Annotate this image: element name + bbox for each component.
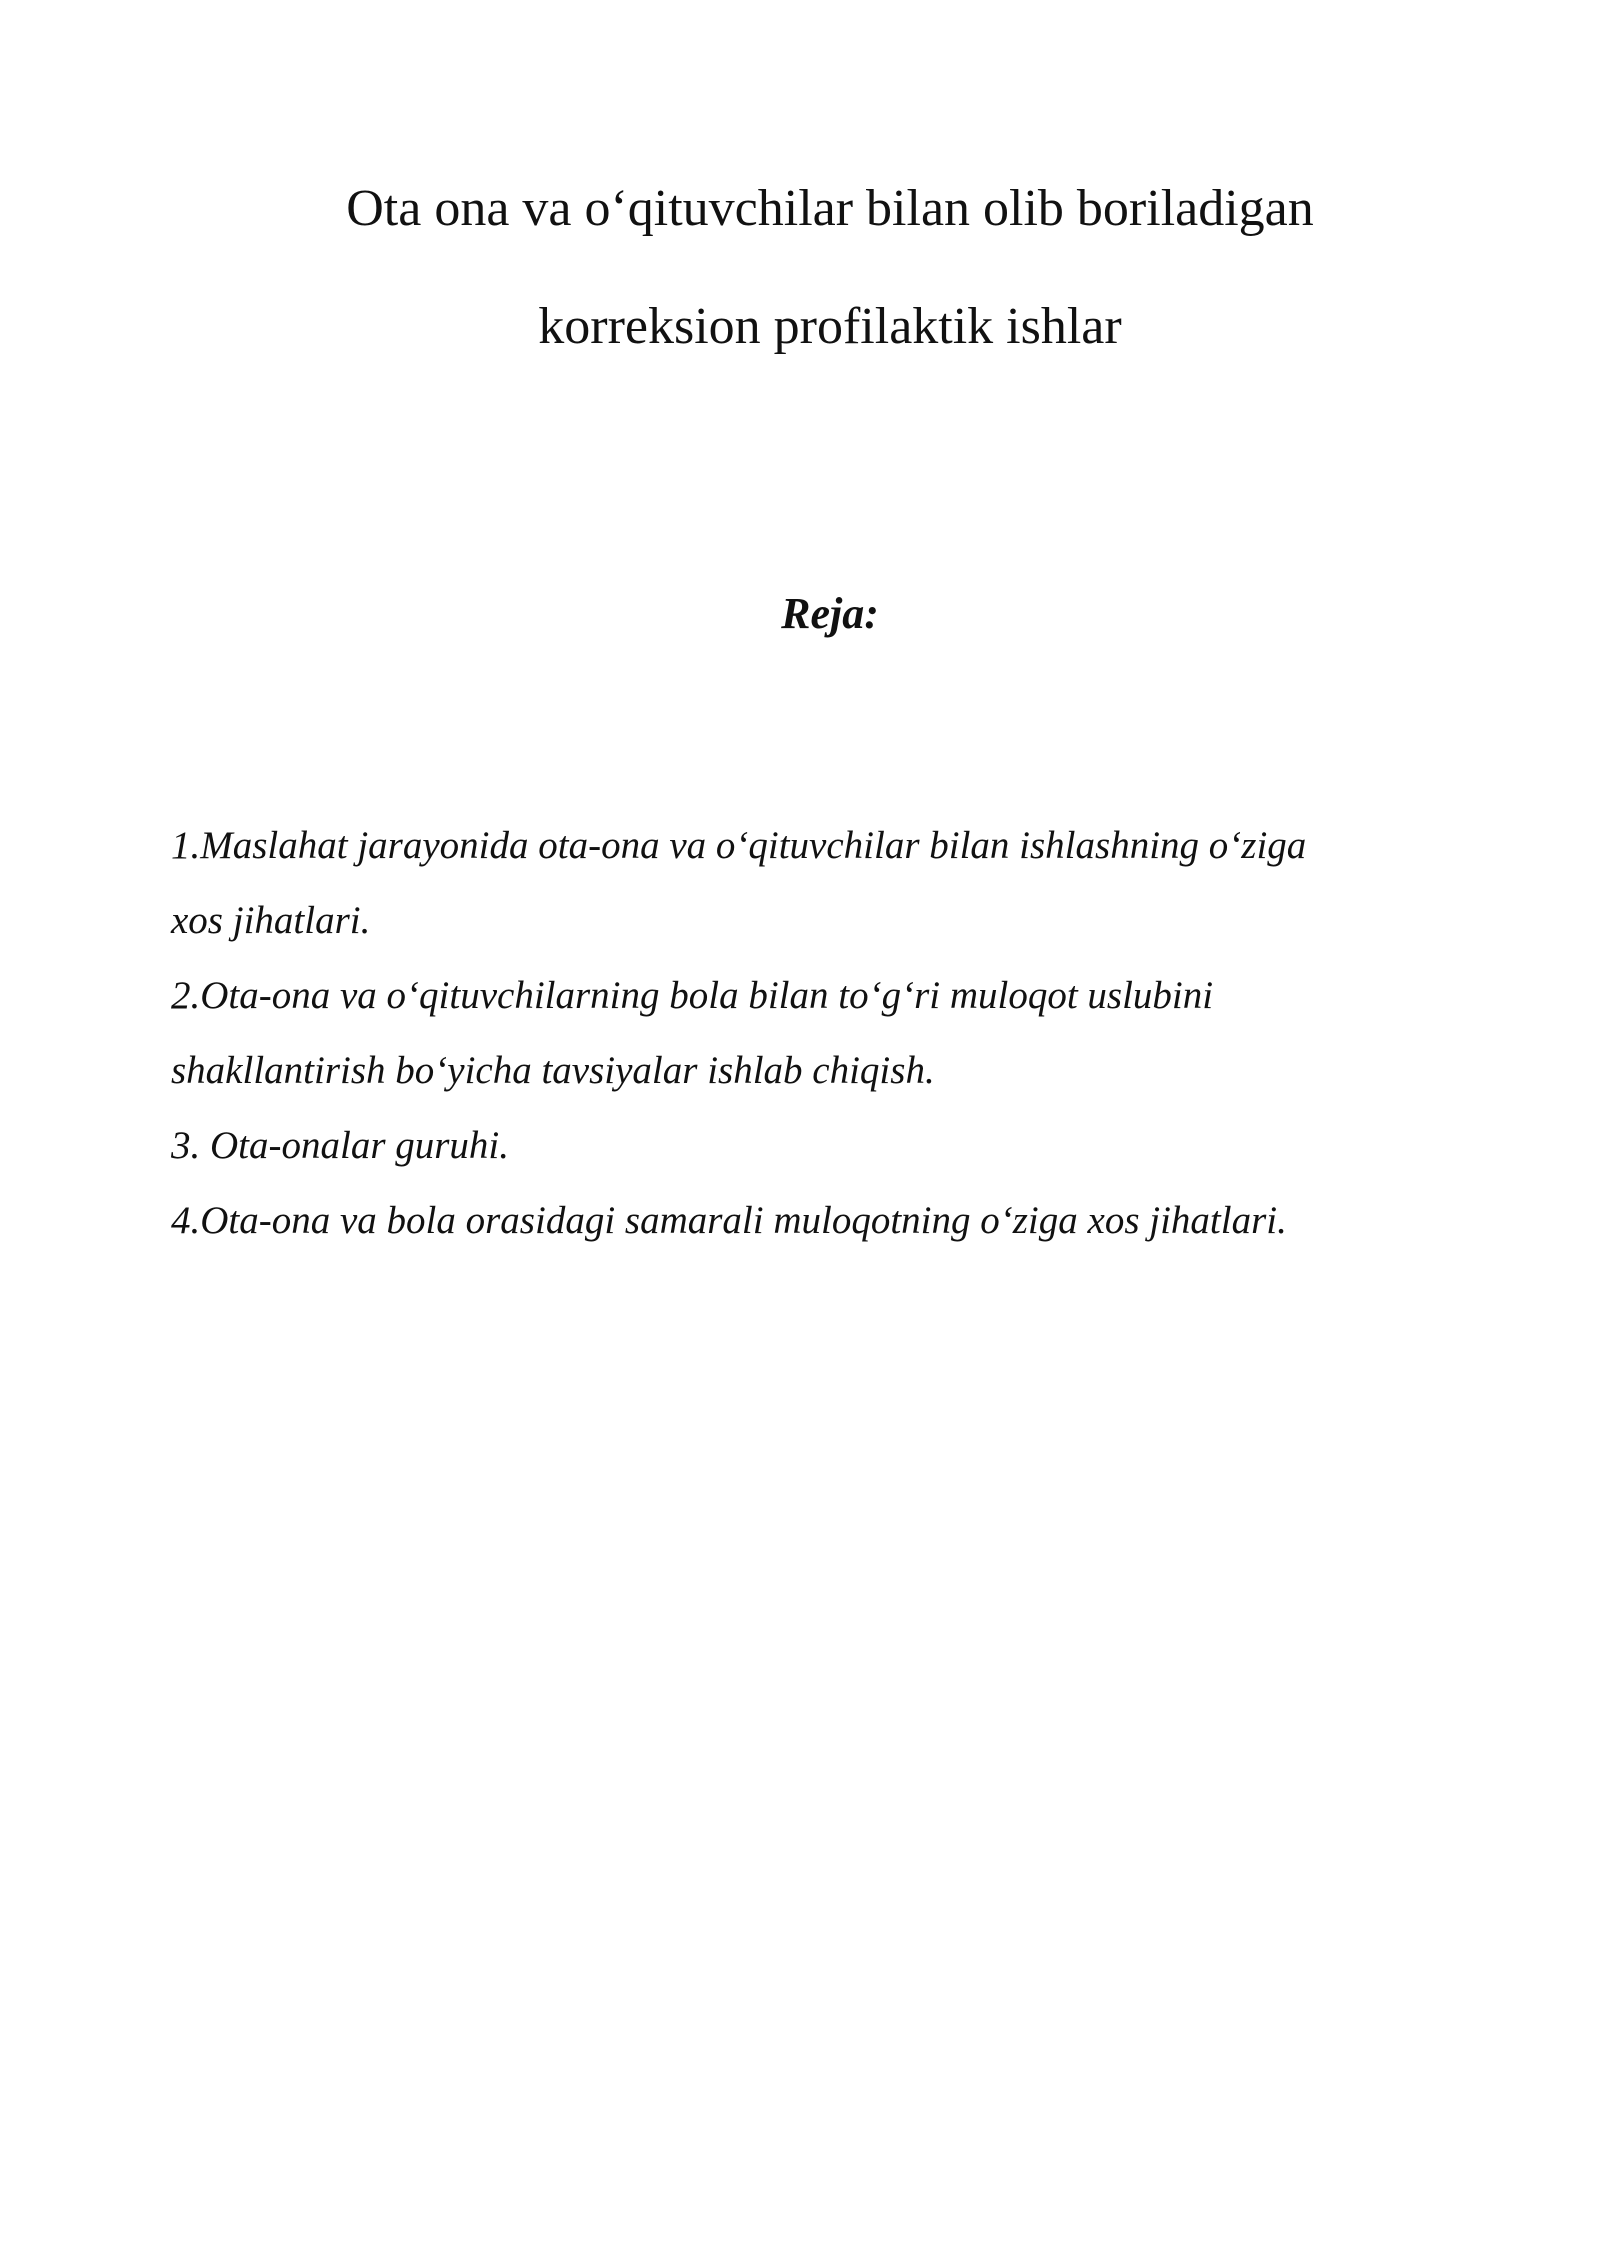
title-line-1: Ota ona va o‘qituvchilar bilan olib boriladigan (346, 180, 1314, 237)
plan-line: 2.Ota-ona va o‘qituvchilarning bola bilan to‘g‘ri muloqot uslubini (171, 974, 1214, 1017)
plan-line: 4.Ota-ona va bola orasidagi samarali muloqotning o‘ziga xos jihatlari. (171, 1199, 1287, 1242)
plan-line: 1.Maslahat jarayonida ota-ona va o‘qituvchilar bilan ishlashning o‘ziga (171, 824, 1307, 867)
title-line-2: korreksion profilaktik ishlar (538, 298, 1122, 355)
document-title (0, 150, 1600, 386)
plan-list (171, 808, 1471, 1258)
plan-heading: Reja: (781, 589, 879, 638)
plan-line: xos jihatlari. (171, 899, 371, 942)
plan-line: 3. Ota-onalar guruhi. (171, 1124, 510, 1167)
plan-line: shakllantirish bo‘yicha tavsiyalar ishlab chiqish. (171, 1049, 935, 1092)
